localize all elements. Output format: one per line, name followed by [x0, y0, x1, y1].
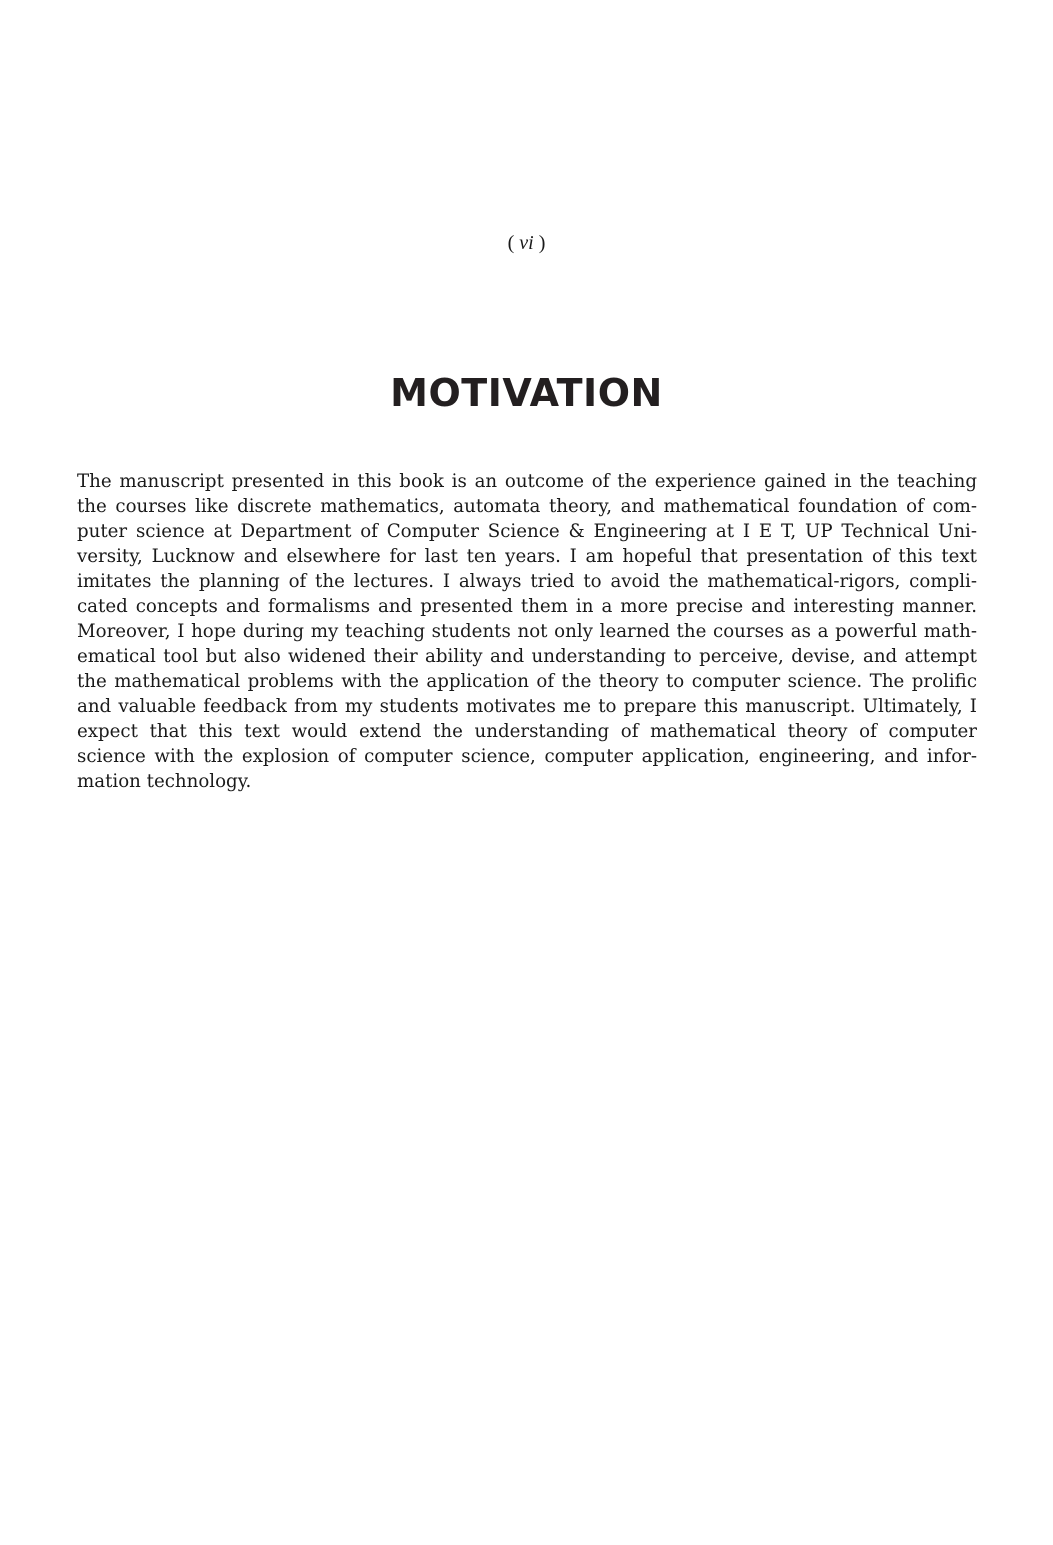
page-number-close: )	[533, 232, 546, 254]
section-title: MOTIVATION	[390, 371, 663, 415]
page-number	[0, 230, 1053, 256]
section-body-paragraph: The manuscript presented in this book is an outcome of the experience gained in the teaching the courses like discrete mathematics, automata theory, and mathematical foundation of computer science at Department of Computer Science & Engineering at I E T, UP Technical University, Lucknow and elsewhere for last ten years. I am hopeful that presentation of this text imitates the planning of the lectures. I always tried to avoid the mathematical-rigors, complicated concepts and formalisms and presented them in a more precise and interesting manner. Moreover, I hope during my teaching students not only learned the courses as a powerful mathematical tool but also widened their ability and understanding to perceive, devise, and attempt the mathematical problems with the application of the theory to computer science. The prolific and valuable feedback from my students motivates me to prepare this manuscript. Ultimately, I expect that this text would extend the understanding of mathematical theory of computer science with the explosion of computer science, computer application, engineering, and information technology.	[77, 471, 977, 792]
page-number-open: (	[507, 232, 520, 254]
page-number-value: vi	[519, 232, 534, 254]
